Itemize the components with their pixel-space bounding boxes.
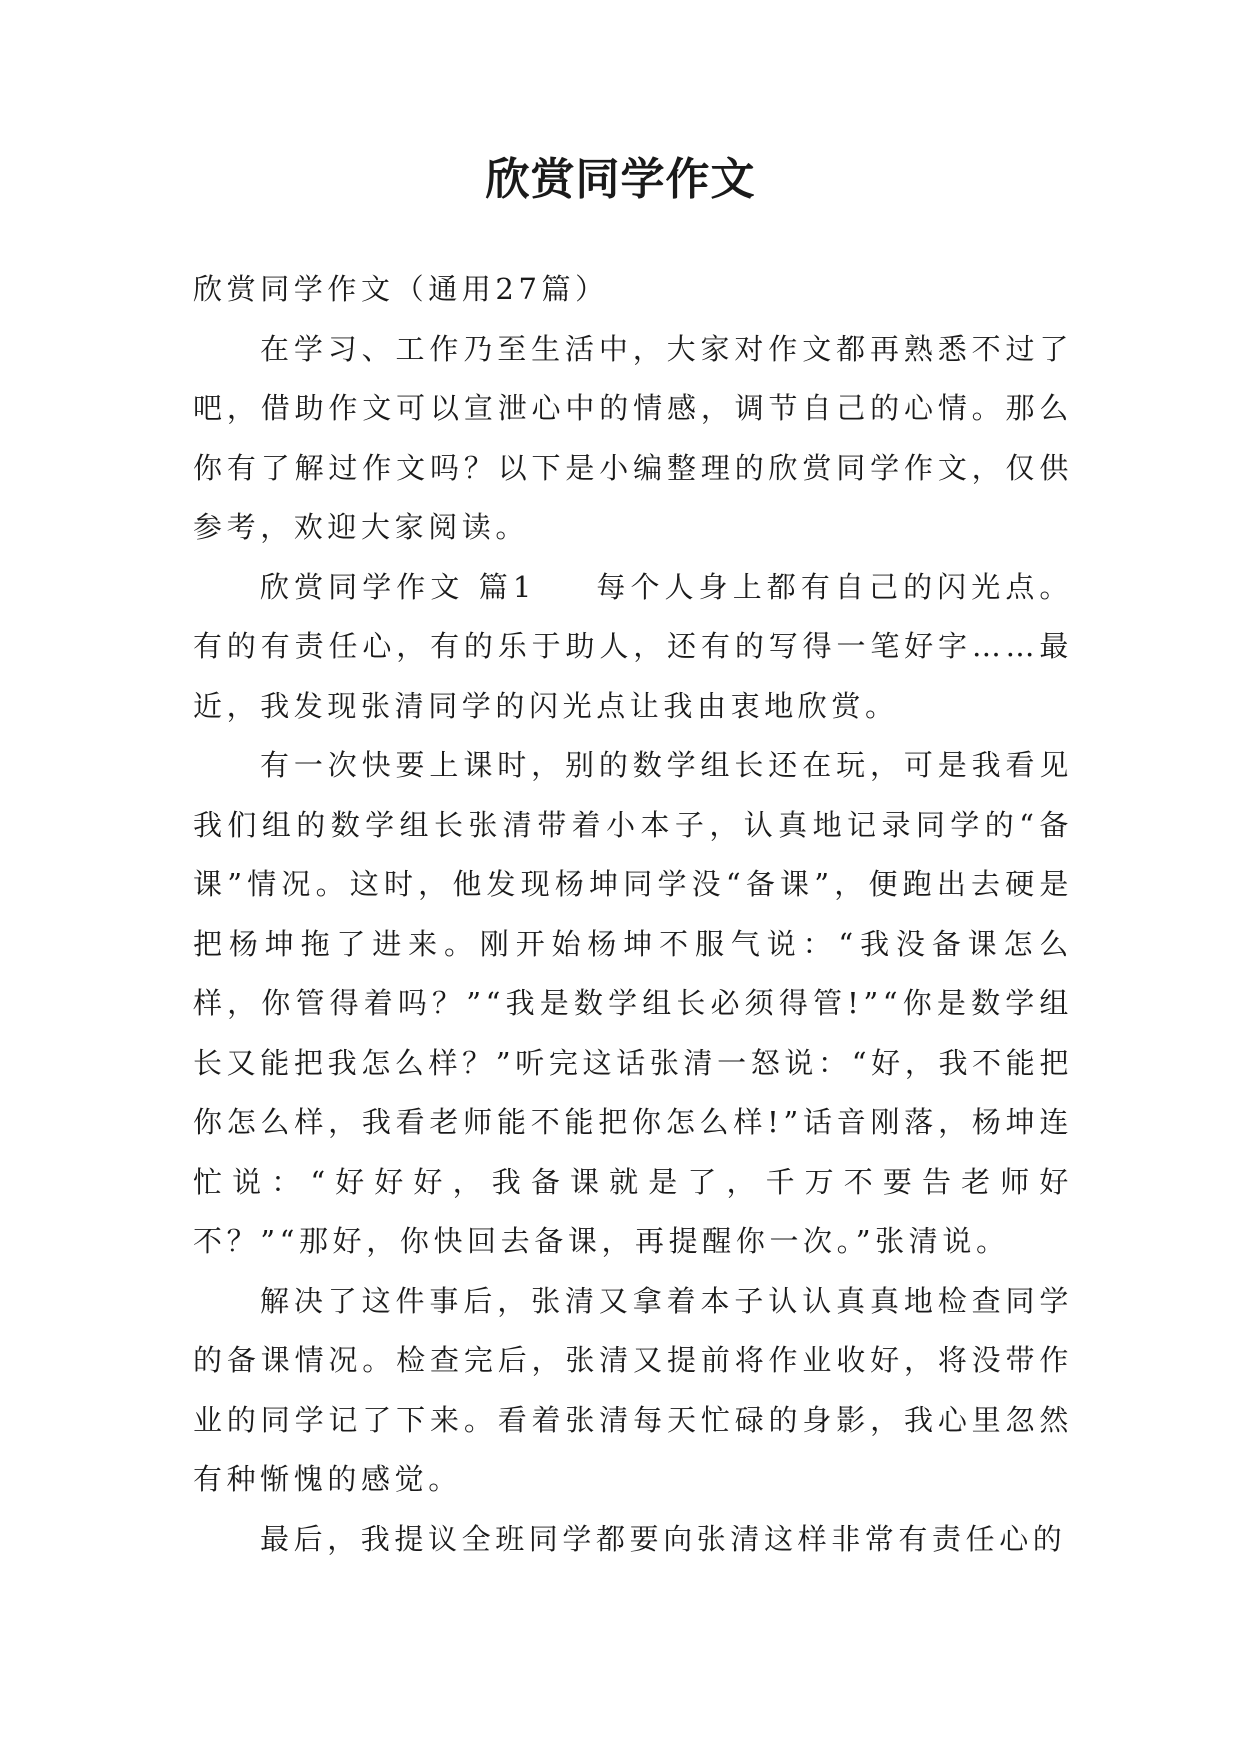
document-body <box>193 260 1073 1569</box>
document-subtitle: 欣赏同学作文（通用27篇） <box>193 272 609 306</box>
section-first-sentence: 每个人身上都有自己的闪光点。有的有责任心，有的乐于助人，还有的写得一笔好字……最近，我发现张清同学的闪光点让我由衷地欣赏。 <box>193 569 1073 723</box>
body-paragraph: 有一次快要上课时，别的数学组长还在玩，可是我看见我们组的数学组长张清带着小本子，认真地记录同学的“备课”情况。这时，他发现杨坤同学没“备课”，便跑出去硬是把杨坤拖了进来。刚开始杨坤不服气说：“我没备课怎么样，你管得着吗？”“我是数学组长必须得管!”“你是数学组长又能把我怎么样？”听完这话张清一怒说：“好，我不能把你怎么样，我看老师能不能把你怎么样!”话音刚落，杨坤连忙说：“好好好，我备课就是了，千万不要告老师好不？”“那好，你快回去备课，再提醒你一次。”张清说。 <box>193 748 1073 1258</box>
section-paragraph <box>193 558 1073 737</box>
intro-paragraph: 在学习、工作乃至生活中，大家对作文都再熟悉不过了吧，借助作文可以宣泄心中的情感，调节自己的心情。那么你有了解过作文吗？以下是小编整理的欣赏同学作文，仅供参考，欢迎大家阅读。 <box>193 331 1073 544</box>
section-heading: 欣赏同学作文 篇1 <box>260 569 536 604</box>
body-paragraph: 最后，我提议全班同学都要向张清这样非常有责任心的 <box>260 1521 1067 1556</box>
body-paragraph: 解决了这件事后，张清又拿着本子认认真真地检查同学的备课情况。检查完后，张清又提前将作业收好，将没带作业的同学记了下来。看着张清每天忙碌的身影，我心里忽然有种惭愧的感觉。 <box>193 1283 1073 1496</box>
document-title: 欣赏同学作文 <box>485 154 756 205</box>
